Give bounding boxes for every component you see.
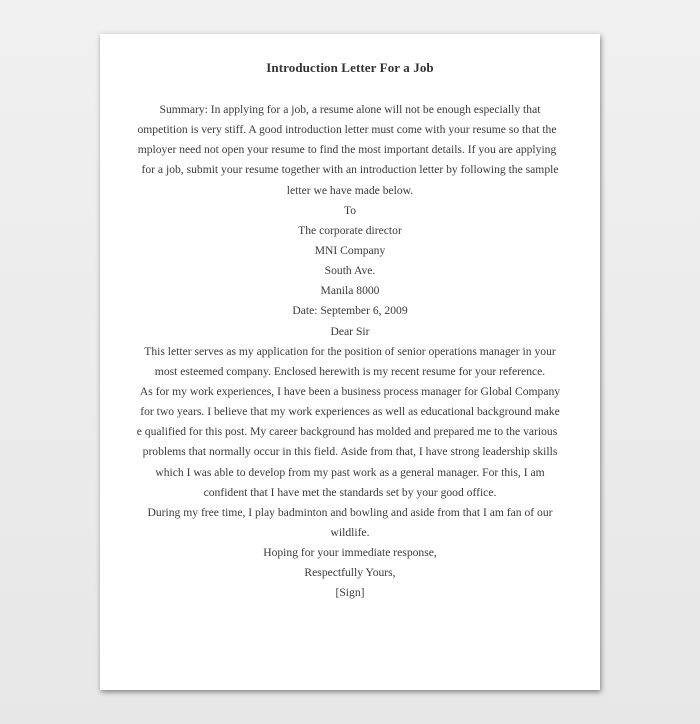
body-line-3: As for my work experiences, I have been a business process manager for Global Company [139,384,561,398]
address-company: MNI Company [314,243,386,257]
body-line-1: This letter serves as my application for the position of senior operations manager in your [144,344,556,358]
address-to: To [343,203,357,217]
body-line-7: which I was able to develop from my past work as a general manager. For this, I am [155,465,545,479]
letter-date: Date: September 6, 2009 [292,304,408,318]
body-line-6: problems that normally occur in this field. Aside from that, I have strong leadership skills [142,445,558,459]
summary-line-1: Summary: In applying for a job, a resume alone will not be enough especially that [159,103,541,116]
body-line-5: e qualified for this post. My career background has molded and prepared me to the various [136,425,558,439]
body-line-9: During my free time, I play badminton and bowling and aside from that I am fan of our [147,505,553,519]
address-street: South Ave. [324,264,376,278]
summary-line-5: letter we have made below. [286,183,414,197]
document-page [100,34,600,690]
document-title: Introduction Letter For a Job [266,60,434,75]
body-line-4: for two years. I believe that my work experiences as well as educational background make [140,405,560,419]
summary-line-3: mployer need not open your resume to find the most important details. If you are applying [137,143,557,157]
salutation: Dear Sir [330,324,370,338]
closing-line: Hoping for your immediate response, [263,546,437,560]
summary-line-4: for a job, submit your resume together with an introduction letter by following the sample [141,163,559,177]
document-body [100,100,600,604]
address-recipient: The corporate director [298,223,402,237]
body-line-10: wildlife. [330,525,370,539]
sign-off: Respectfully Yours, [304,566,396,580]
signature-placeholder: [Sign] [335,586,365,600]
address-city: Manila 8000 [320,284,380,298]
body-line-2: most esteemed company. Enclosed herewith is my recent resume for your reference. [154,364,546,378]
body-line-8: confident that I have met the standards set by your good office. [203,485,497,499]
summary-line-2: ompetition is very stiff. A good introduction letter must come with your resume so that the [137,123,557,137]
